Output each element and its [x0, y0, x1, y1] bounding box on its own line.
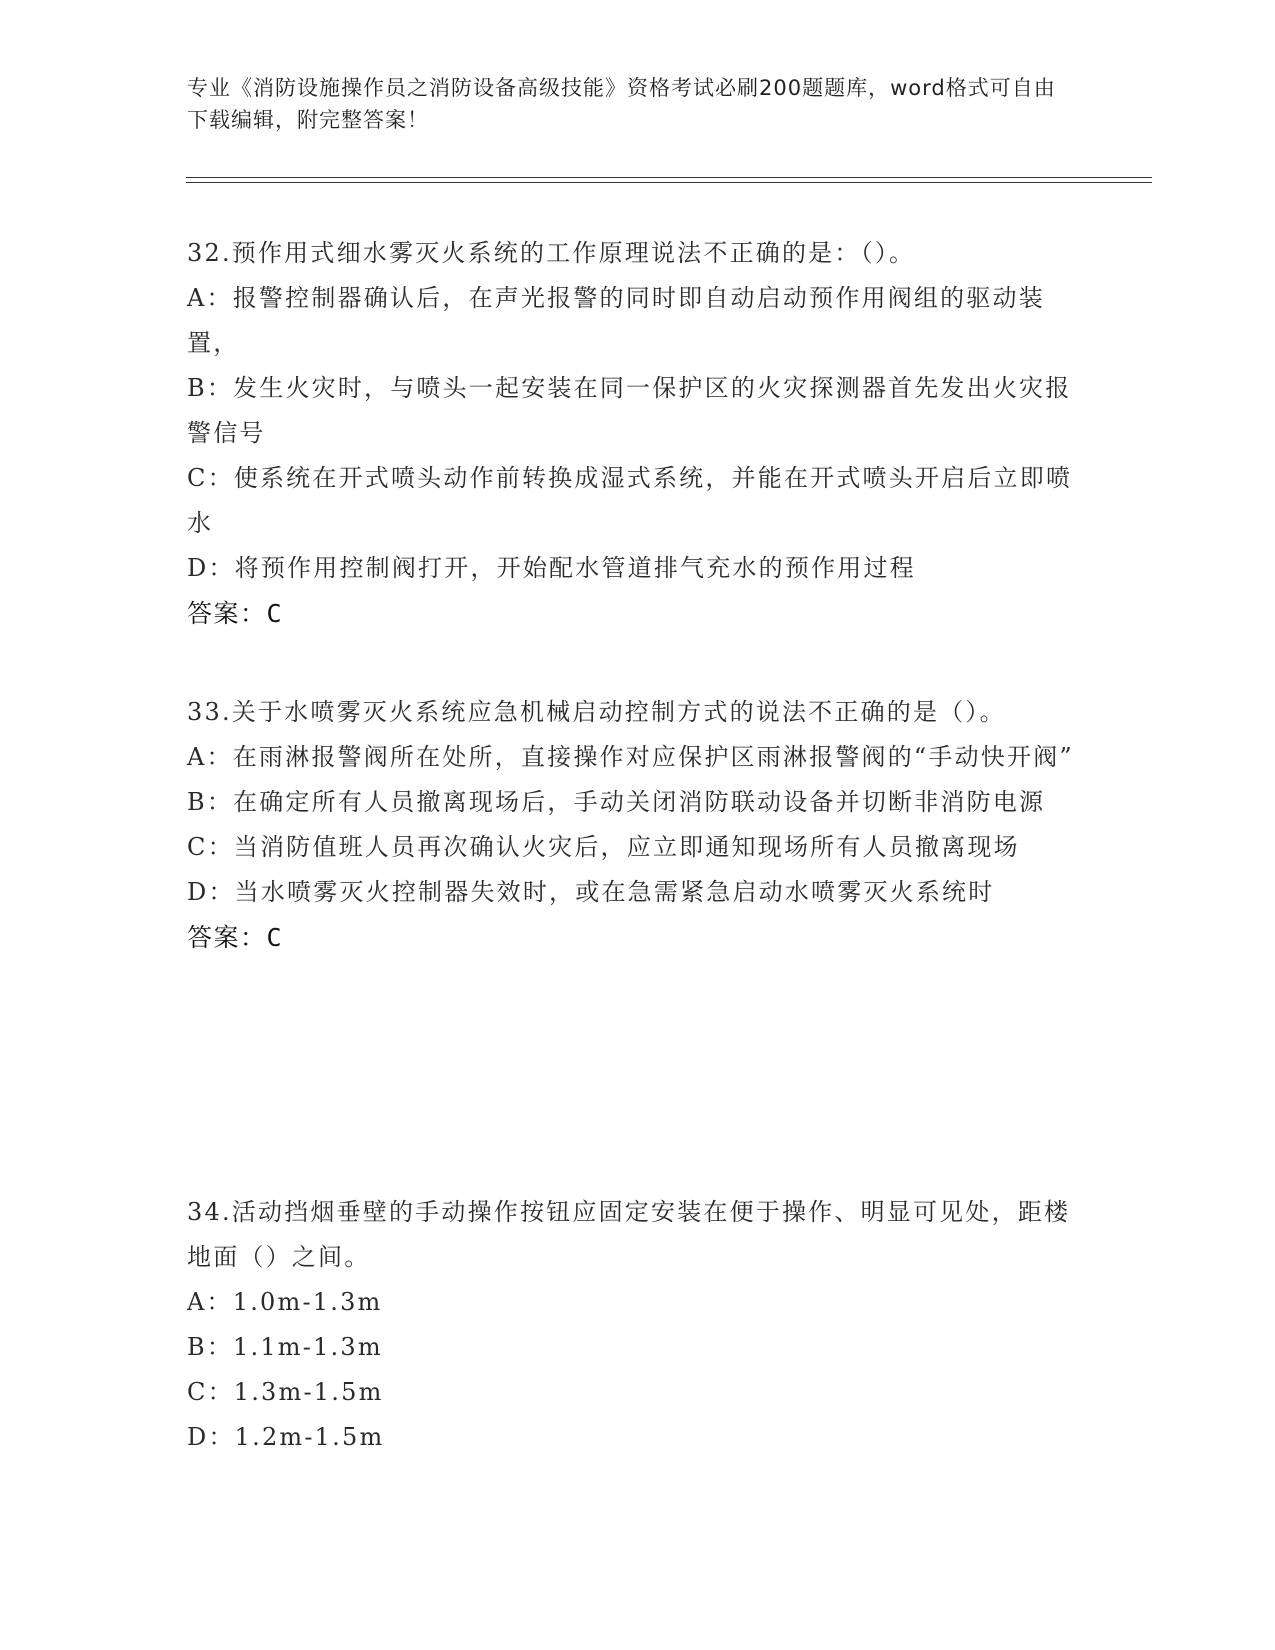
question-33: [187, 690, 1077, 960]
question-stem: 34.活动挡烟垂壁的手动操作按钮应固定安装在便于操作、明显可见处，距楼地面（）之间。: [187, 1198, 1071, 1271]
answer-label: 答案：: [187, 599, 267, 628]
header-divider-top: [186, 177, 1152, 178]
option-c: C：1.3m-1.5m: [187, 1378, 384, 1406]
document-header: 专业《消防设施操作员之消防设备高级技能》资格考试必刷200题题库，word格式可自由下载编辑，附完整答案！: [187, 76, 1056, 132]
option-a: A：在雨淋报警阀所在处所，直接操作对应保护区雨淋报警阀的“手动快开阀”: [187, 743, 1074, 771]
option-c: C：当消防值班人员再次确认火灾后，应立即通知现场所有人员撤离现场: [187, 833, 1020, 861]
question-34: [187, 1190, 1077, 1460]
option-b: B：1.1m-1.3m: [187, 1333, 383, 1361]
answer-line: [187, 915, 1077, 960]
answer-label: 答案：: [187, 923, 267, 952]
option-d: D：1.2m-1.5m: [187, 1423, 385, 1451]
option-b: B：发生火灾时，与喷头一起安装在同一保护区的火灾探测器首先发出火灾报警信号: [187, 374, 1072, 447]
option-c: C：使系统在开式喷头动作前转换成湿式系统，并能在开式喷头开启后立即喷水: [187, 464, 1073, 537]
question-stem: 33.关于水喷雾灭火系统应急机械启动控制方式的说法不正确的是（）。: [187, 698, 1006, 726]
option-d: D：将预作用控制阀打开，开始配水管道排气充水的预作用过程: [187, 554, 916, 582]
question-32: [187, 231, 1077, 636]
answer-value: C: [266, 923, 284, 952]
question-stem: 32.预作用式细水雾灭火系统的工作原理说法不正确的是：（）。: [187, 239, 916, 267]
answer-value: C: [266, 599, 284, 628]
option-a: A：1.0m-1.3m: [187, 1288, 383, 1316]
option-d: D：当水喷雾灭火控制器失效时，或在急需紧急启动水喷雾灭火系统时: [187, 878, 995, 906]
option-b: B：在确定所有人员撤离现场后，手动关闭消防联动设备并切断非消防电源: [187, 788, 1046, 816]
option-a: A：报警控制器确认后，在声光报警的同时即自动启动预作用阀组的驱动装置，: [187, 284, 1045, 357]
header-divider-bottom: [186, 182, 1152, 183]
answer-line: [187, 591, 1077, 636]
